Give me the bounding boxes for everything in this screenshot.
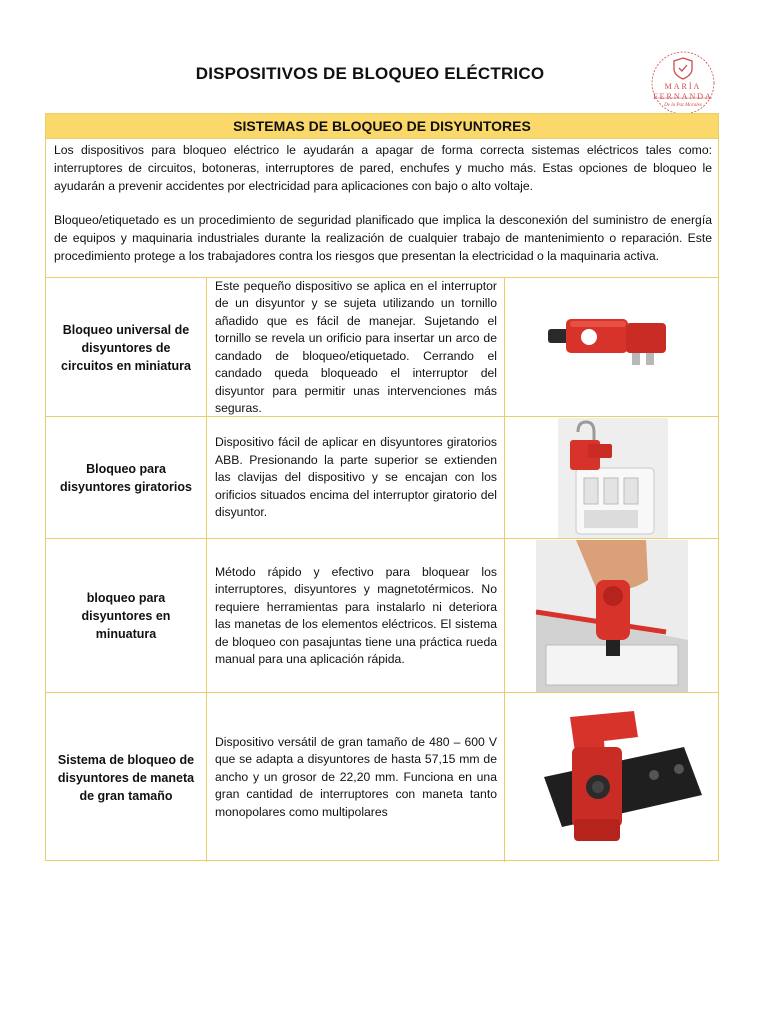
intro-paragraph: Los dispositivos para bloqueo eléctrico le ayudarán a apagar de forma correcta sistemas eléctricos tales como: interruptores de circuitos, botoneras, interruptores de pared, enchufes y mucho más. Estas opciones de bloqueo le ayudarán a prevenir accidentes por electricidad para aplicaciones con bajo o alto voltaje. xyxy=(54,143,712,193)
large-lockout-icon xyxy=(534,707,704,857)
device-image xyxy=(506,278,718,417)
device-description: Dispositivo versátil de gran tamaño de 480 – 600 V que se adapta a disyuntores de hasta 57,15 mm de ancho y un grosor de 22,20 mm. Funciona en una gran cantidad de interruptores con maneta tanto monopolares como multipolares xyxy=(208,693,505,862)
pin-lockout-icon xyxy=(536,540,688,693)
device-name: Sistema de bloqueo de disyuntores de maneta de gran tamaño xyxy=(46,693,207,862)
table-row xyxy=(46,277,718,417)
device-name: Bloqueo para disyuntores giratorios xyxy=(46,417,207,539)
document-title: DISPOSITIVOS DE BLOQUEO ELÉCTRICO xyxy=(195,64,545,83)
device-name: bloqueo para disyuntores en minuatura xyxy=(46,539,207,693)
device-image xyxy=(506,417,718,539)
device-description: Dispositivo fácil de aplicar en disyuntores giratorios ABB. Presionando la parte superior se extienden las clavijas del dispositivo y se encajan con los orificios situados encima del interruptor giratorio del disyuntor. xyxy=(208,417,505,539)
intro-text xyxy=(54,141,712,281)
breaker-clip-icon xyxy=(546,313,676,368)
table-row xyxy=(46,416,718,539)
device-description: Método rápido y efectivo para bloquear los interruptores, disyuntores y magnetotérmicos. No requiere herramientas para instalarlo ni deteriora las manetas de los elementos eléctricos. El sistema de bloqueo con pasajuntas tiene una práctica rueda manual para una aplicación rápida. xyxy=(208,539,505,693)
device-image xyxy=(506,539,718,693)
padlock-icon xyxy=(558,418,668,538)
table-row xyxy=(46,538,718,693)
section-title: SISTEMAS DE BLOQUEO DE DISYUNTORES xyxy=(46,114,718,139)
device-name: Bloqueo universal de disyuntores de circuitos en miniatura xyxy=(46,278,207,417)
intro-paragraph: Bloqueo/etiquetado es un procedimiento de seguridad planificado que implica la desconexión del suministro de energía de equipos y maquinaria industriales durante la realización de cualquier trabajo de mantenimiento o reparación. Este procedimiento protege a los trabajadores contra los riesgos que presentan la electricidad o la maquinaria activa. xyxy=(54,213,712,263)
table-row xyxy=(46,692,718,862)
logo-name-line1: MARÍA xyxy=(664,82,702,91)
logo-name-line2: FERNANDA xyxy=(653,92,713,101)
device-description: Este pequeño dispositivo se aplica en el interruptor de un disyuntor y se sujeta utilizando un tornillo añadido que es fácil de manejar. Sujetando el tornillo se revela un orificio para insertar un arco de candado de bloqueo/etiquetado. Cerrando el candado queda bloqueado el interruptor del disyuntor para permitir unas intervenciones más seguras. xyxy=(208,278,505,417)
lockout-table xyxy=(45,113,719,861)
company-logo xyxy=(640,50,726,116)
logo-tagline: De la Paz Morales xyxy=(664,103,702,108)
device-image xyxy=(506,693,718,862)
